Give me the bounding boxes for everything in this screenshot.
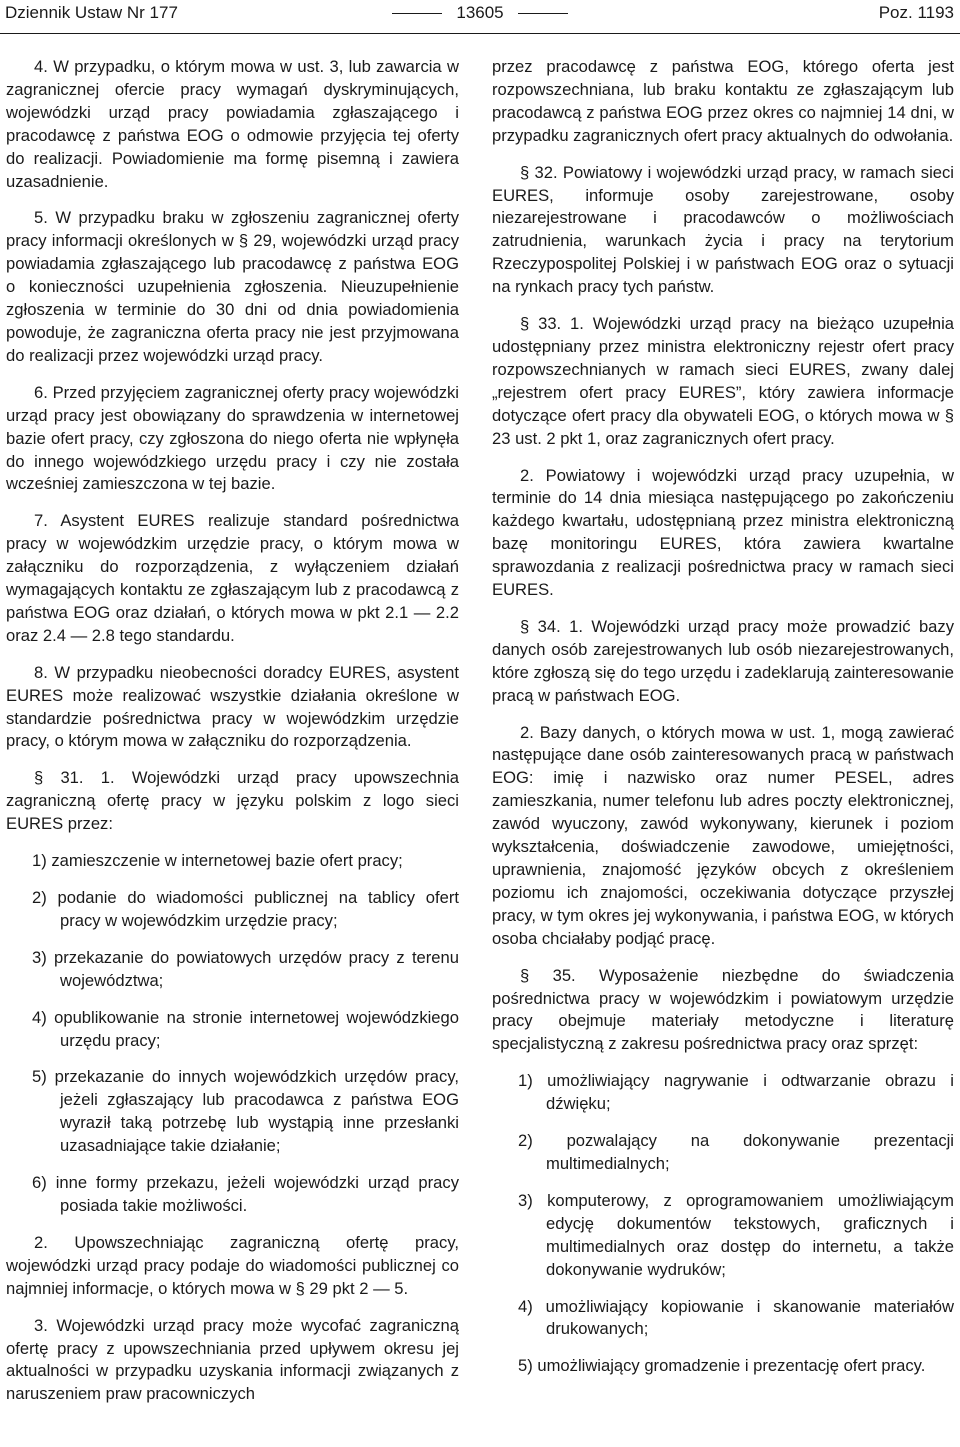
- paragraph: § 33. 1. Wojewódzki urząd pracy na bieżąco uzupełnia udostępniany przez ministra elektroniczny rejestr ofert pracy rozpowszechnianych w ramach sieci EURES, zwany dalej „rejestrem ofert pracy EURES”, który zawiera informacje dotyczące ofert pracy dla obywateli EOG, o których mowa w § 23 ust. 2 pkt 1, oraz zagranicznych ofert pracy.: [492, 314, 954, 448]
- list-item: 1) umożliwiający nagrywanie i odtwarzanie obrazu i dźwięku;: [518, 1071, 954, 1114]
- list-item: 3) przekazanie do powiatowych urzędów pracy z terenu województwa;: [32, 947, 459, 990]
- list-item: 5) przekazanie do innych wojewódzkich urzędów pracy, jeżeli zgłaszający lub pracodawca z państwa EOG wyraził taką potrzebę lub wystąpią inne przesłanki uzasadniające takie działanie;: [32, 1067, 459, 1156]
- page-number-text: 13605: [456, 3, 504, 22]
- paragraph: 2. Powiatowy i wojewódzki urząd pracy uzupełnia, w terminie do 14 dnia miesiąca następującego po zakończeniu każdego kwartału, udostępnianą przez ministra elektroniczną bazę monitoringu EURES, która zawiera kwartalne sprawozdania z realizacji pośrednictwa pracy w ramach sieci EURES.: [492, 465, 954, 600]
- paragraph: 4. W przypadku, o którym mowa w ust. 3, lub zawarcia w zagranicznej ofercie pracy wymagań dyskryminujących, wojewódzki urząd pracy powiadamia zgłaszającego i pracodawcę z państwa EOG o odmowie przyjęcia tej oferty do realizacji. Powiadomienie ma formę pisemną i zawiera uzasadnienie.: [6, 57, 459, 191]
- list-item: 2) pozwalający na dokonywanie prezentacji multimedialnych;: [518, 1131, 954, 1173]
- paragraph: 8. W przypadku nieobecności doradcy EURES, asystent EURES może realizować wszystkie działania określone w standardzie pośrednictwa pracy w wojewódzkim urzędzie pracy, o którym mowa w załączniku do rozporządzenia.: [6, 662, 459, 751]
- list-item: 2) podanie do wiadomości publicznej na tablicy ofert pracy w wojewódzkim urzędzie pracy;: [32, 888, 459, 930]
- right-column: [492, 56, 954, 1392]
- paragraph: 6. Przed przyjęciem zagranicznej oferty pracy wojewódzki urząd pracy jest obowiązany do sprawdzenia w internetowej bazie ofert pracy, czy zgłoszona do niego oferta nie wpłynęła do innego wojewódzkiego urzędu pracy i czy nie została wcześniej zamieszczona w tej bazie.: [6, 382, 459, 494]
- paragraph: 5. W przypadku braku w zgłoszeniu zagranicznej oferty pracy informacji określonych w § 29, wojewódzki urząd pracy powiadamia zgłaszającego lub pracodawcę z państwa EOG o konieczności uzupełnienia zgłoszenia. Nieuzupełnienie zgłoszenia w terminie do 30 dni od dnia powiadomienia powoduje, że zagraniczna oferta pracy nie jest przyjmowana do realizacji przez wojewódzki urząd pracy.: [6, 208, 459, 365]
- left-column: [6, 56, 459, 1420]
- paragraph: 2. Upowszechniając zagraniczną ofertę pracy, wojewódzki urząd pracy podaje do wiadomości publicznej co najmniej informacje, o których mowa w § 29 pkt 2 — 5.: [6, 1232, 459, 1298]
- dash-left: [392, 13, 442, 14]
- paragraph: § 34. 1. Wojewódzki urząd pracy może prowadzić bazy danych osób zarejestrowanych lub osób niezarejestrowanych, które zgłoszą się do tego urzędu i zadeklarują zainteresowanie pracą w państwach EOG.: [492, 616, 954, 705]
- paragraph: 3. Wojewódzki urząd pracy może wycofać zagraniczną ofertę pracy z upowszechniania przed upływem okresu jej aktualności w przypadku uzyskania informacji związanych z naruszeniem praw pracowniczych: [6, 1315, 459, 1404]
- dash-right: [518, 13, 568, 14]
- paragraph: § 31. 1. Wojewódzki urząd pracy upowszechnia zagraniczną ofertę pracy w języku polskim z logo sieci EURES przez:: [6, 768, 459, 834]
- list-item: 5) umożliwiający gromadzenie i prezentację ofert pracy.: [518, 1356, 926, 1376]
- page-number: [0, 3, 960, 23]
- list-item: 4) umożliwiający kopiowanie i skanowanie materiałów drukowanych;: [518, 1296, 954, 1339]
- paragraph: przez pracodawcę z państwa EOG, którego oferta jest rozpowszechniana, lub braku kontaktu ze zgłaszającym lub pracodawcą z państwa EOG przez okres co najmniej 14 dni, w przypadku zagranicznych ofert pracy aktualnych do odwołania.: [492, 57, 954, 145]
- header-rule: [0, 33, 960, 34]
- list-item: 1) zamieszczenie w internetowej bazie ofert pracy;: [32, 851, 403, 871]
- position-label: Poz. 1193: [878, 3, 954, 22]
- paragraph: 2. Bazy danych, o których mowa w ust. 1, mogą zawierać następujące dane osób zainteresowanych pracą w państwach EOG: imię i nazwisko oraz numer PESEL, adres zamieszkania, numer telefonu lub adres poczty elektronicznej, zawód wyuczony, zawód wykonywany, kierunek i poziom wykształcenia, doświadczenie zawodowe, umiejętności, uprawnienia, znajomość języków obcych z określeniem poziomu ich znajomości, oczekiwania dotyczące przyszłej pracy, w tym okres jej wykonywania, i państwa EOG, w których osoba chciałaby podjąć pracę.: [492, 722, 954, 948]
- paragraph: 7. Asystent EURES realizuje standard pośrednictwa pracy w wojewódzkim urzędzie pracy, o którym mowa w załączniku do rozporządzenia, z wyłączeniem działań wymagających kontaktu ze zgłaszającym lub z pracodawcą z państwa EOG oraz działań, o których mowa w pkt 2.1 — 2.2 oraz 2.4 — 2.8 tego standardu.: [6, 511, 459, 645]
- list-item: 6) inne formy przekazu, jeżeli wojewódzki urząd pracy posiada takie możliwości.: [32, 1173, 459, 1215]
- paragraph: § 35. Wyposażenie niezbędne do świadczenia pośrednictwa pracy w wojewódzkim i powiatowym urzędzie pracy obejmuje materiały metodyczne i literaturę specjalistyczną z zakresu pośrednictwa pracy oraz sprzęt:: [492, 965, 954, 1054]
- list-item: 3) komputerowy, z oprogramowaniem umożliwiającym edycję dokumentów tekstowych, graficznych i multimedialnych oraz dostęp do internetu, a także dokonywanie wydruków;: [518, 1190, 954, 1279]
- paragraph: § 32. Powiatowy i wojewódzki urząd pracy, w ramach sieci EURES, informuje osoby zarejestrowane, osoby niezarejestrowane i pracodawców o możliwościach zatrudnienia, warunkach życia i pracy na terytorium Rzeczypospolitej Polskiej i w państwach EOG oraz o sytuacji na rynkach pracy tych państw.: [492, 162, 954, 297]
- journal-title: Dziennik Ustaw Nr 177: [5, 3, 178, 22]
- list-item: 4) opublikowanie na stronie internetowej wojewódzkiego urzędu pracy;: [32, 1007, 459, 1050]
- page-header: [0, 0, 960, 30]
